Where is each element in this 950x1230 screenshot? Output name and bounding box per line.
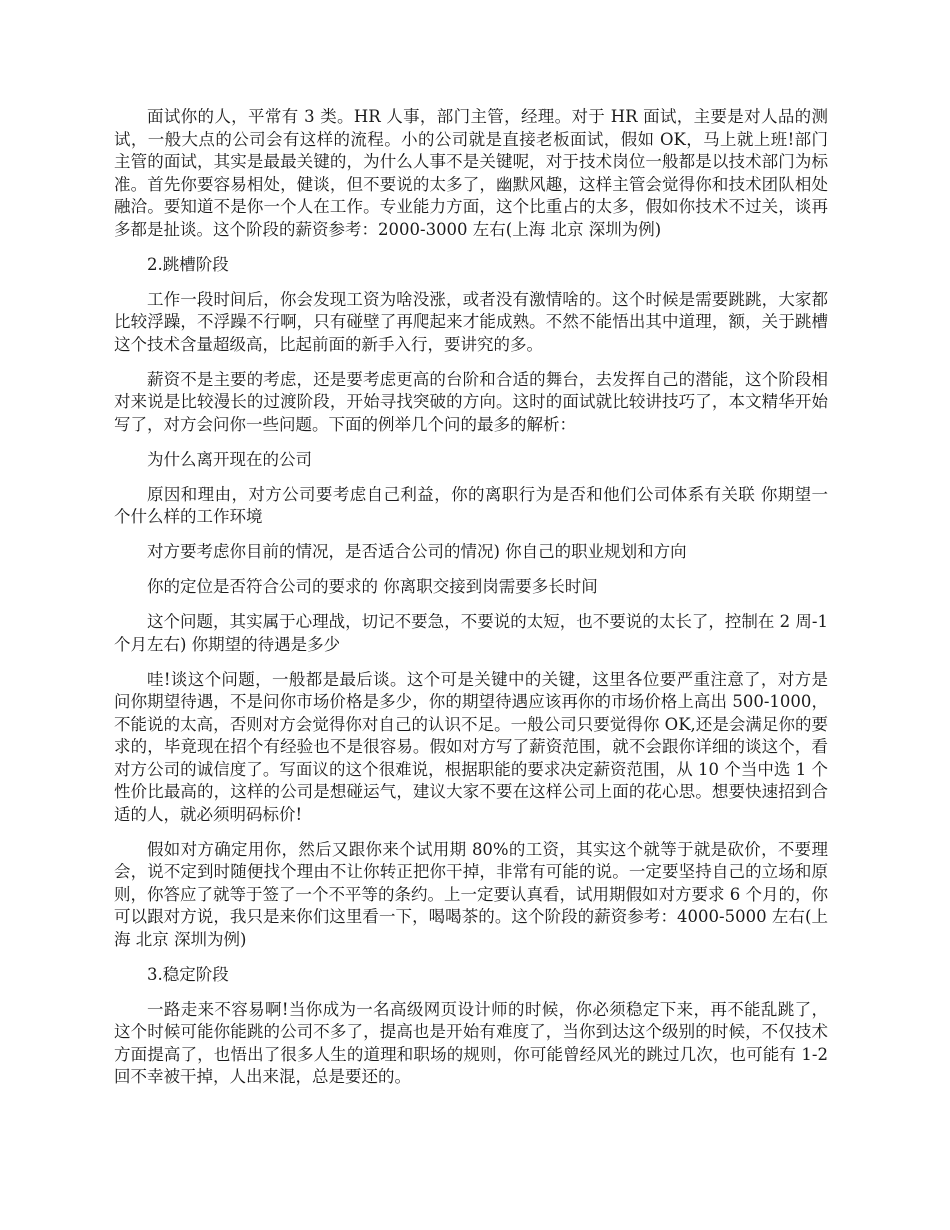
document-body	[114, 106, 828, 1101]
section-heading-stable-stage: 3.稳定阶段	[147, 964, 229, 984]
paragraph-question-why-leave: 为什么离开现在的公司	[147, 449, 312, 469]
paragraph-reason-and-environment: 原因和理由，对方公司要考虑自己利益，你的离职行为是否和他们公司体系有关联 你期望一个什么样的工作环境	[114, 484, 828, 526]
paragraph-interviewers: 面试你的人，平常有 3 类。HR 人事，部门主管，经理。对于 HR 面试，主要是对人品的测试，一般大点的公司会有这样的流程。小的公司就是直接老板面试，假如 OK，马上就上班!部门主管的面试，其实是最最关键的，为什么人事不是关键呢，对于技术岗位一般都是以技术部门为标准。首先你要容易相处，健谈，但不要说的太多了，幽默风趣，这样主管会觉得你和技术团队相处融洽。要知道不是你一个人在工作。专业能力方面，这个比重占的太多，假如你技术不过关，谈再多都是扯谈。这个阶段的薪资参考：2000-3000 左右(上海 北京 深圳为例)	[114, 107, 828, 239]
paragraph-stable-stage: 一路走来不容易啊!当你成为一名高级网页设计师的时候，你必须稳定下来，再不能乱跳了，这个时候可能你能跳的公司不多了，提高也是开始有难度了，当你到达这个级别的时候，不仅技术方面提高了，也悟出了很多人生的道理和职场的规则，你可能曾经风光的跳过几次，也可能有 1-2 回不幸被干掉，人出来混，总是要还的。	[114, 999, 828, 1086]
paragraph-psychological-war: 这个问题，其实属于心理战，切记不要急，不要说的太短，也不要说的太长了，控制在 2 周-1 个月左右) 你期望的待遇是多少	[114, 612, 828, 654]
section-heading-job-hopping: 2.跳槽阶段	[147, 254, 229, 274]
paragraph-positioning: 你的定位是否符合公司的要求的 你离职交接到岗需要多长时间	[147, 577, 598, 596]
paragraph-career-plan: 对方要考虑你目前的情况，是否适合公司的情况) 你自己的职业规划和方向	[147, 542, 687, 561]
paragraph-expected-salary: 哇!谈这个问题，一般都是最后谈。这个可是关键中的关键，这里各位要严重注意了，对方是问你期望待遇，不是问你市场价格是多少，你的期望待遇应该再你的市场价格上高出 500-1000，不能说的太高，否则对方会觉得你对自己的认识不足。一般公司只要觉得你 OK,还是会满足你的要求的，毕竟现在招个有经验也不是很容易。假如对方写了薪资范围，就不会跟你详细的谈这个，看对方公司的诚信度了。写面议的这个很难说，根据职能的要求决定薪资范围，从 10 个当中选 1 个性价比最高的，这样的公司是想碰运气，建议大家不要在这样公司上面的花心思。想要快速招到合适的人，就必须明码标价!	[114, 669, 828, 824]
paragraph-salary-consideration: 薪资不是主要的考虑，还是要考虑更高的台阶和合适的舞台，去发挥自己的潜能，这个阶段相对来说是比较漫长的过渡阶段，开始寻找突破的方向。这时的面试就比较讲技巧了，本文精华开始写了，对方会问你一些问题。下面的例举几个问的最多的解析：	[114, 369, 828, 434]
paragraph-job-hopping-intro: 工作一段时间后，你会发现工资为啥没涨，或者没有激情啥的。这个时候是需要跳跳，大家都比较浮躁，不浮躁不行啊，只有碰壁了再爬起来才能成熟。不然不能悟出其中道理，额，关于跳槽这个技术含量超级高，比起前面的新手入行，要讲究的多。	[114, 289, 828, 354]
paragraph-probation: 假如对方确定用你，然后又跟你来个试用期 80%的工资，其实这个就等于就是砍价，不要理会，说不定到时随便找个理由不让你转正把你干掉，非常有可能的说。一定要坚持自己的立场和原则，你答应了就等于签了一个不平等的条约。上一定要认真看，试用期假如对方要求 6 个月的，你可以跟对方说，我只是来你们这里看一下，喝喝茶的。这个阶段的薪资参考：4000-5000 左右(上海 北京 深圳为例)	[114, 839, 828, 949]
